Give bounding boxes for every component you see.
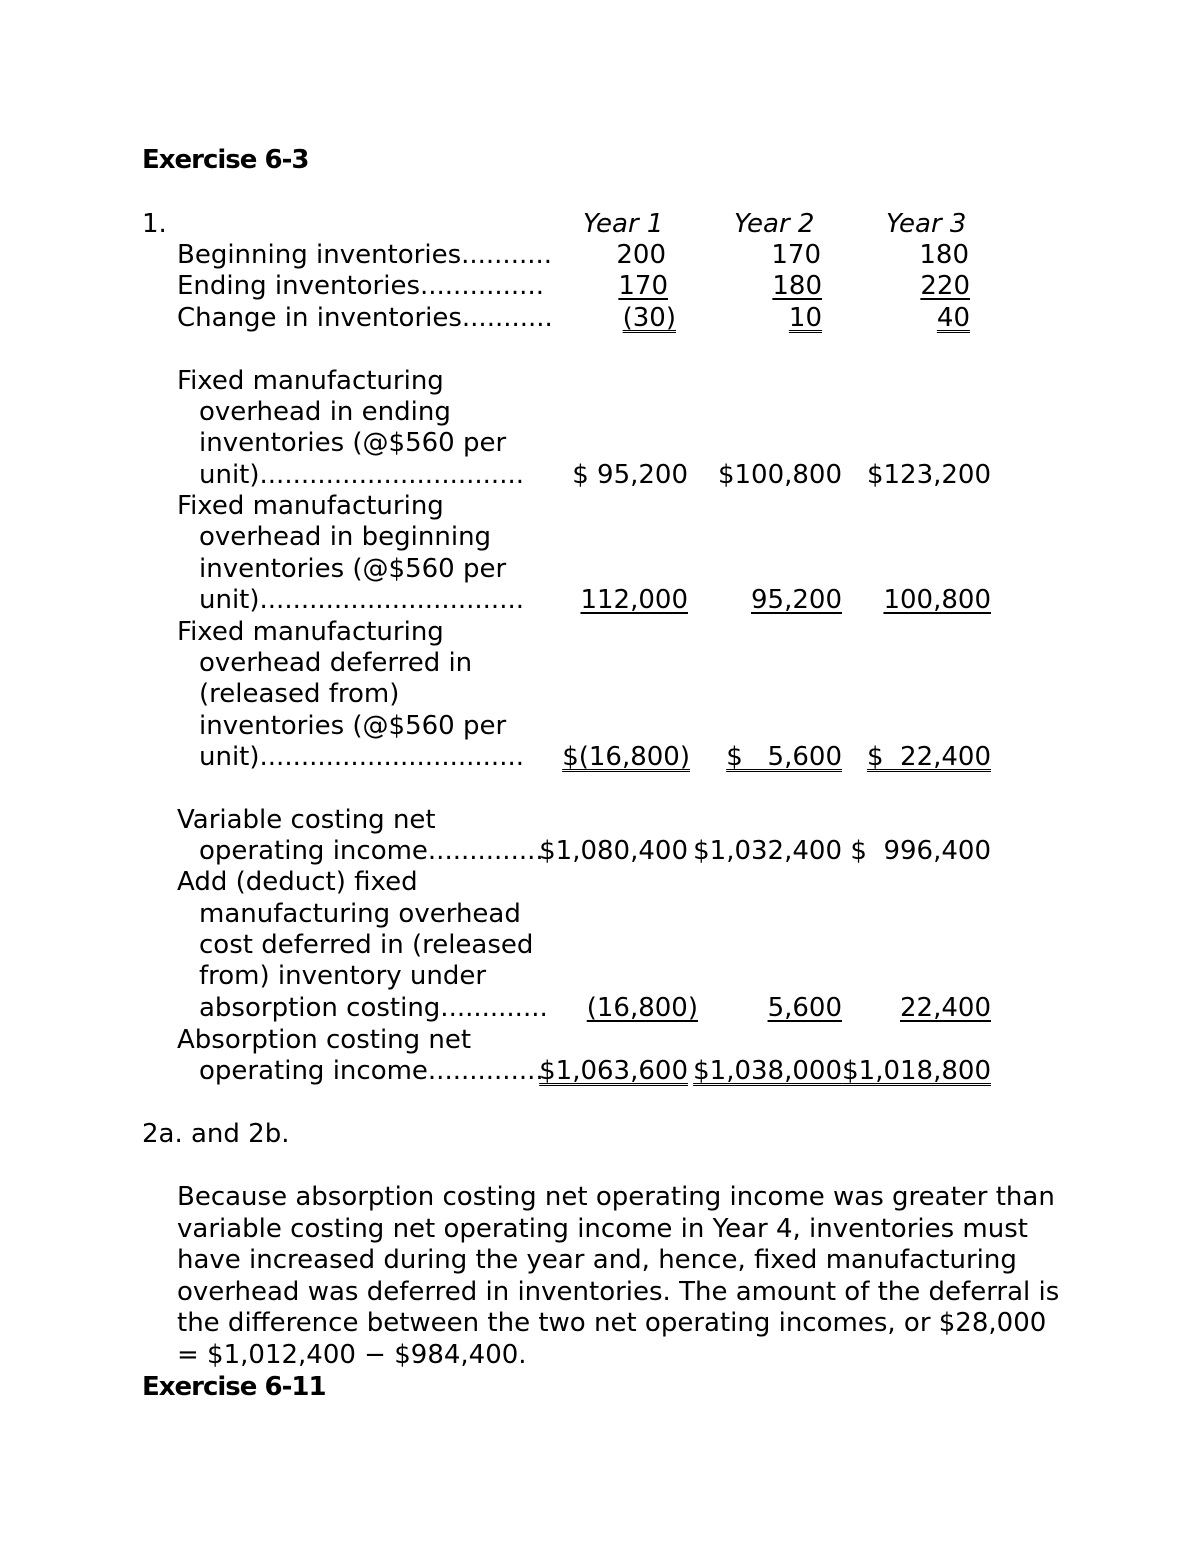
part-2-explanation: Because absorption costing net operating income was greater than variable costing net operating income in Year 4, inventories must have increased during the year and, hence, fixed manufacturing overhead was deferred in inventories. The amount of the deferral is the difference between the two net operating incomes, or $28,000 = $1,012,400 − $984,400.: [177, 1182, 1060, 1370]
change-in-inventories-y1: (30): [622, 303, 676, 333]
beginning-inventories-y2: 170: [771, 240, 821, 270]
fmo-deferred-y1: $(16,800): [562, 742, 690, 772]
beginning-inventories-label: Beginning inventories...........: [177, 240, 553, 270]
fmo-beginning-label-1: Fixed manufacturing: [177, 491, 444, 521]
fmo-ending-label-3: inventories (@$560 per: [199, 428, 507, 458]
year-1-header: Year 1: [583, 209, 664, 239]
variable-noi-label-2: operating income..............: [199, 836, 544, 866]
change-in-inventories-y3: 40: [936, 303, 970, 333]
add-deduct-label-1: Add (deduct) fixed: [177, 867, 418, 897]
add-deduct-y3: 22,400: [900, 993, 991, 1023]
year-2-header: Year 2: [734, 209, 815, 239]
add-deduct-label-2: manufacturing overhead: [199, 899, 521, 929]
add-deduct-label-4: from) inventory under: [199, 961, 487, 991]
beginning-inventories-y1: 200: [616, 240, 666, 270]
fmo-beginning-label-4: unit)................................: [199, 585, 524, 615]
absorption-noi-y3: $1,018,800: [842, 1056, 991, 1086]
part-1-label: 1.: [142, 209, 167, 239]
fmo-beginning-y3: 100,800: [883, 585, 991, 615]
add-deduct-y1: (16,800): [586, 993, 698, 1023]
fmo-deferred-y2: $ 5,600: [726, 742, 842, 772]
change-in-inventories-label: Change in inventories...........: [177, 303, 553, 333]
variable-noi-y2: $1,032,400: [693, 836, 842, 866]
fmo-deferred-label-1: Fixed manufacturing: [177, 617, 444, 647]
variable-noi-label-1: Variable costing net: [177, 805, 436, 835]
ending-inventories-y2: 180: [772, 271, 822, 301]
fmo-ending-label-1: Fixed manufacturing: [177, 366, 444, 396]
fmo-ending-y3: $123,200: [866, 460, 991, 490]
add-deduct-y2: 5,600: [767, 993, 842, 1023]
absorption-noi-y2: $1,038,000: [693, 1056, 842, 1086]
fmo-deferred-label-3: (released from): [199, 679, 400, 709]
fmo-deferred-label-2: overhead deferred in: [199, 648, 473, 678]
change-in-inventories-y2: 10: [788, 303, 822, 333]
year-3-header: Year 3: [886, 209, 967, 239]
absorption-noi-label-1: Absorption costing net: [177, 1025, 472, 1055]
ending-inventories-y1: 170: [618, 271, 668, 301]
ending-inventories-label: Ending inventories...............: [177, 271, 544, 301]
fmo-deferred-y3: $ 22,400: [866, 742, 991, 772]
ending-inventories-y3: 220: [920, 271, 970, 301]
absorption-noi-y1: $1,063,600: [539, 1056, 688, 1086]
add-deduct-label-5: absorption costing.............: [199, 993, 548, 1023]
exercise-title: Exercise 6-3: [142, 145, 309, 175]
beginning-inventories-y3: 180: [919, 240, 969, 270]
absorption-noi-label-2: operating income..............: [199, 1056, 544, 1086]
fmo-ending-label-4: unit)................................: [199, 460, 524, 490]
fmo-deferred-label-4: inventories (@$560 per: [199, 711, 507, 741]
part-2-label: 2a. and 2b.: [142, 1119, 290, 1149]
fmo-deferred-label-5: unit)................................: [199, 742, 524, 772]
fmo-ending-y1: $ 95,200: [572, 460, 688, 490]
fmo-beginning-label-2: overhead in beginning: [199, 522, 492, 552]
fmo-ending-y2: $100,800: [717, 460, 842, 490]
variable-noi-y1: $1,080,400: [539, 836, 688, 866]
fmo-beginning-y2: 95,200: [751, 585, 842, 615]
fmo-beginning-y1: 112,000: [580, 585, 688, 615]
fmo-ending-label-2: overhead in ending: [199, 397, 451, 427]
add-deduct-label-3: cost deferred in (released: [199, 930, 534, 960]
fmo-beginning-label-3: inventories (@$560 per: [199, 554, 507, 584]
variable-noi-y3: $ 996,400: [850, 836, 991, 866]
next-exercise-title: Exercise 6-11: [142, 1372, 326, 1402]
